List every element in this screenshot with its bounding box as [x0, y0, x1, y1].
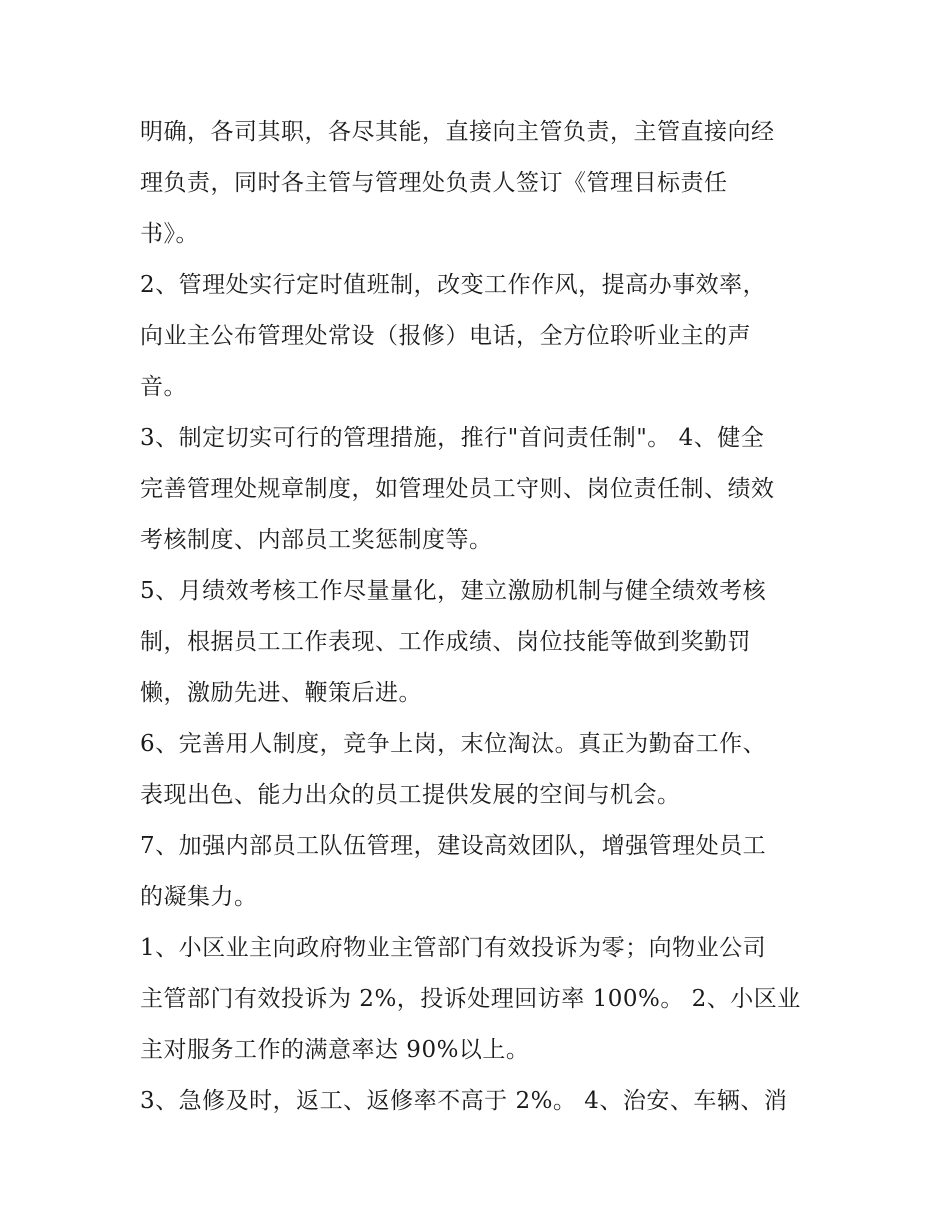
text-line: 完善管理处规章制度，如管理处员工守则、岗位责任制、绩效 [140, 476, 775, 502]
text-line: 7、加强内部员工队伍管理，建设高效团队，增强管理处员工 [140, 833, 767, 859]
text-line: 6、完善用人制度，竞争上岗，末位淘汰。真正为勤奋工作、 [140, 731, 767, 757]
text-line: 制，根据员工工作表现、工作成绩、岗位技能等做到奖勤罚 [140, 629, 751, 655]
text-line: 5、月绩效考核工作尽量量化，建立激励机制与健全绩效考核 [140, 578, 767, 604]
text-line: 1、小区业主向政府物业主管部门有效投诉为零；向物业公司 [140, 935, 767, 961]
text-line: 表现出色、能力出众的员工提供发展的空间与机会。 [140, 782, 681, 808]
text-line: 3、制定切实可行的管理措施，推行"首问责任制"。 4、健全 [140, 425, 765, 451]
document-body [140, 107, 820, 1127]
text-line: 主管部门有效投诉为 2%，投诉处理回访率 100%。 2、小区业 [140, 986, 801, 1012]
text-line: 3、急修及时，返工、返修率不高于 2%。 4、治安、车辆、消 [140, 1088, 788, 1114]
text-line: 明确，各司其职，各尽其能，直接向主管负责，主管直接向经 [140, 119, 775, 145]
text-line: 向业主公布管理处常设（报修）电话，全方位聆听业主的声 [140, 323, 751, 349]
text-line: 懒，激励先进、鞭策后进。 [140, 680, 422, 706]
text-line: 2、管理处实行定时值班制，改变工作作风，提高办事效率， [140, 272, 767, 298]
text-line: 音。 [140, 374, 187, 400]
text-line: 的凝集力。 [140, 884, 258, 910]
text-line: 主对服务工作的满意率达 90%以上。 [140, 1037, 530, 1063]
text-line: 书》。 [140, 221, 199, 247]
text-line: 理负责，同时各主管与管理处负责人签订《管理目标责任 [140, 170, 728, 196]
text-line: 考核制度、内部员工奖惩制度等。 [140, 527, 493, 553]
